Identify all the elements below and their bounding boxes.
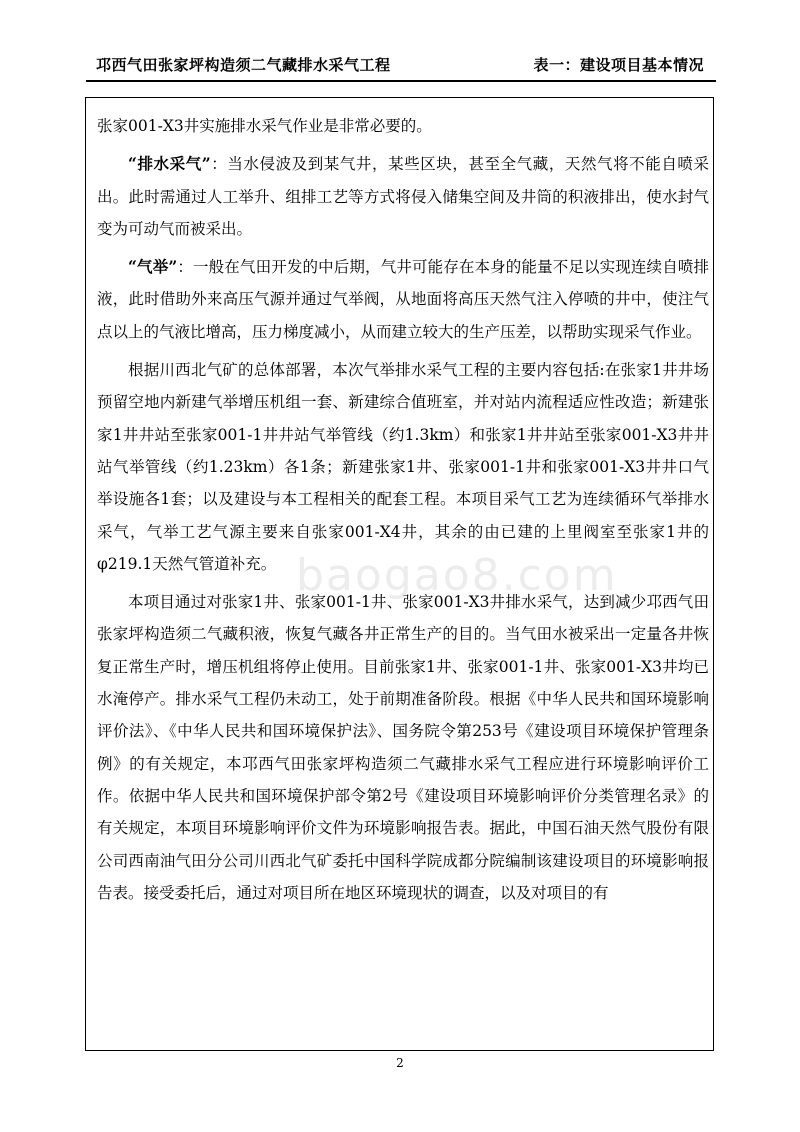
term-gas-lift: “气举”: [128, 257, 178, 277]
paragraph-2-text: ：当水侵波及到某气井，某些区块，甚至全气藏，天然气将不能自喷采出。此时需通过人工举升、组排工艺等方式将侵入储集空间及井筒的积液排出，使水封气变为可动气而被采出。: [97, 155, 709, 238]
term-drainage-gas-recovery: “排水采气”: [128, 154, 211, 174]
watermark: baogao8.com: [296, 550, 618, 601]
page-number: 2: [396, 1056, 404, 1070]
paragraph-1: 张家001-X3井实施排水采气作业是非常必要的。: [97, 117, 432, 135]
header-divider: [86, 80, 716, 82]
section-title: 表一：建设项目基本情况: [533, 56, 704, 74]
paragraph-2: [97, 148, 709, 245]
paragraph-4: 根据川西北气矿的总体部署，本次气举排水采气工程的主要内容包括:在张家1井井场预留空地内新建气举增压机组一套、新建综合值班室，并对站内流程适应性改造；新建张家1井井站至张家001-1井井站气举管线（约1.3km）和张家1井井站至张家001-X3井井站气举管线（约1.23km）各1条；新建张家1井、张家001-1井和张家001-X3井井口气举设施各1套；以及建设与本工程相关的配套工程。本项目采气工艺为连续循环气举排水采气，气举工艺气源主要来自张家001-X4井，其余的由已建的上里阀室至张家1井的φ219.1天然气管道补充。: [97, 361, 709, 573]
document-title: 邛西气田张家坪构造须二气藏排水采气工程: [96, 56, 391, 74]
page-header: [86, 52, 716, 78]
paragraph-3: [97, 251, 709, 348]
paragraph-3-text: ：一般在气田开发的中后期，气井可能存在本身的能量不足以实现连续自喷排液，此时借助外来高压气源并通过气举阀，从地面将高压天然气注入停喷的井中，使注气点以上的气液比增高，压力梯度减小，从而建立较大的生产压差，以帮助实现采气作业。: [97, 258, 709, 341]
body-text: [97, 110, 709, 909]
paragraph-5: 本项目通过对张家1井、张家001-1井、张家001-X3井排水采气，达到减少邛西气田张家坪构造须二气藏积液，恢复气藏各井正常生产的目的。当气田水被采出一定量各井恢复正常生产时，增压机组将停止使用。目前张家1井、张家001-1井、张家001-X3井均已水淹停产。排水采气工程仍未动工，处于前期准备阶段。根据《中华人民共和国环境影响评价法》、《中华人民共和国环境保护法》、国务院令第253号《建设项目环境保护管理条例》的有关规定，本邛西气田张家坪构造须二气藏排水采气工程应进行环境影响评价工作。依据中华人民共和国环境保护部令第2号《建设项目环境影响评价分类管理名录》的有关规定，本项目环境影响评价文件为环境影响报告表。据此，中国石油天然气股份有限公司西南油气田分公司川西北气矿委托中国科学院成都分院编制该建设项目的环境影响报告表。接受委托后，通过对项目所在地区环境现状的调查，以及对项目的有: [97, 593, 709, 902]
